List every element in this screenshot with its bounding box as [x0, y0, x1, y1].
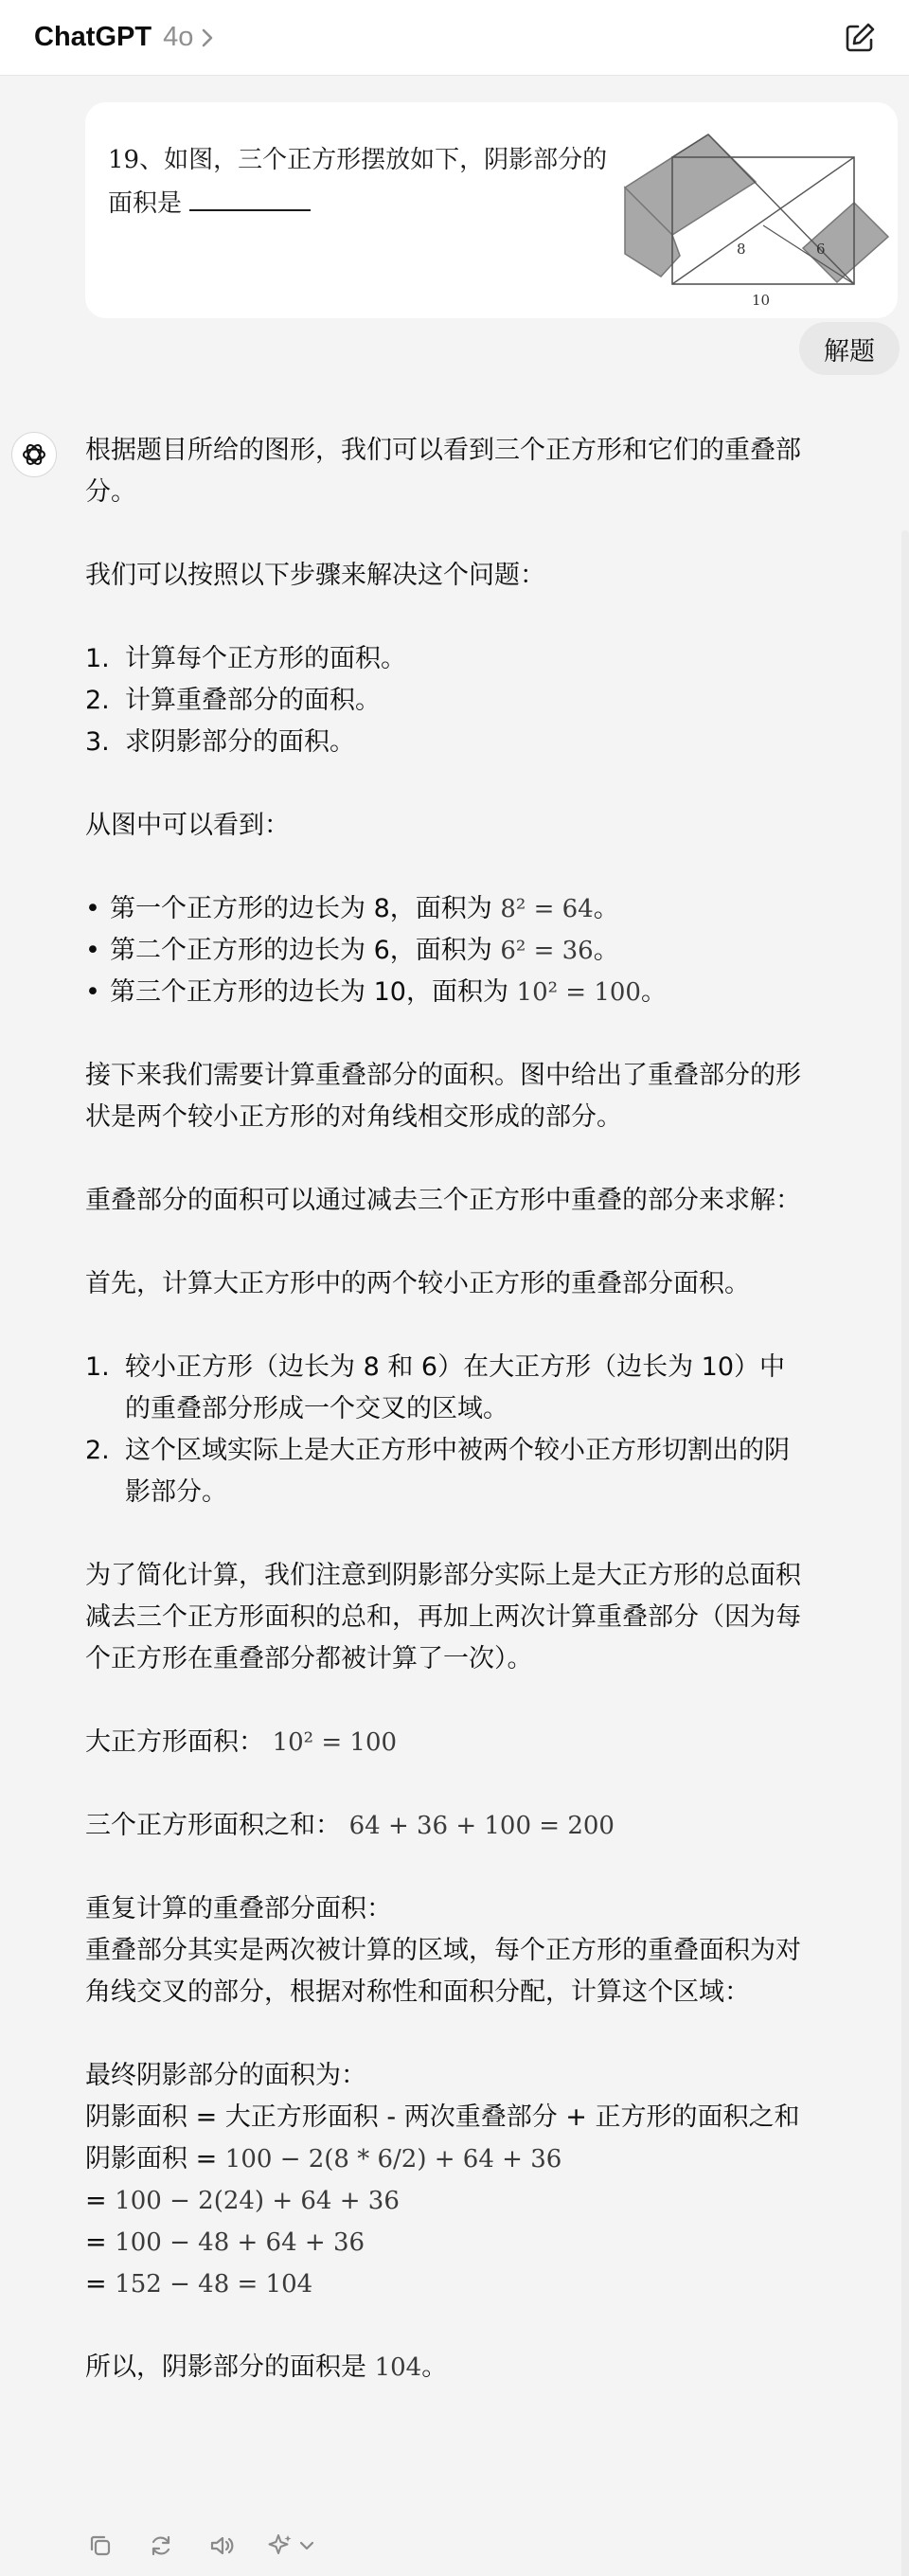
label-8: 8: [737, 241, 746, 258]
squares-diagram: [615, 121, 890, 311]
label-10: 10: [752, 292, 771, 309]
list-item: 1. 计算每个正方形的面积。: [85, 644, 406, 673]
list-item: • 第一个正方形的边长为 8，面积为 8² = 64。: [85, 894, 619, 923]
app-title[interactable]: ChatGPT: [34, 22, 152, 52]
sum-of-areas: 三个正方形面积之和： 64 + 36 + 100 = 200: [85, 1811, 615, 1840]
message-actions: [83, 2529, 326, 2563]
final-formula: 阴影面积 = 大正方形面积 - 两次重叠部分 + 正方形的面积之和: [85, 2102, 800, 2132]
list-item: 3. 求阴影部分的面积。: [85, 727, 355, 757]
list-item: • 第三个正方形的边长为 10，面积为 10² = 100。: [85, 977, 667, 1007]
final-title: 最终阴影部分的面积为：: [85, 2061, 366, 2090]
answer-plan: 我们可以按照以下步骤来解决这个问题：: [85, 561, 545, 590]
list-item: 2. 计算重叠部分的面积。: [85, 686, 381, 715]
repeat-title: 重复计算的重叠部分面积：: [85, 1894, 392, 1923]
bullet-list: [85, 888, 805, 1013]
answer-overlap: 重叠部分的面积可以通过减去三个正方形中重叠的部分来求解：: [85, 1186, 801, 1215]
list-item: 1. 较小正方形（边长为 8 和 6）在大正方形（边长为 10）中的重叠部分形成一个交叉的区域。: [85, 1352, 786, 1423]
new-chat-icon[interactable]: [839, 17, 881, 59]
regenerate-icon[interactable]: [144, 2529, 178, 2563]
calc-line-3: = 100 − 48 + 64 + 36: [85, 2227, 365, 2257]
calc-line-2: = 100 − 2(24) + 64 + 36: [85, 2186, 400, 2215]
answer-simplify: 为了简化计算，我们注意到阴影部分实际上是大正方形的总面积减去三个正方形面积的总和，再加上两次计算重叠部分（因为每个正方形在重叠部分都被计算了一次）。: [85, 1561, 801, 1673]
points-list: [85, 1347, 805, 1513]
copy-icon[interactable]: [83, 2529, 117, 2563]
repeat-body: 重叠部分其实是两次被计算的区域，每个正方形的重叠面积为对角线交叉的部分，根据对称性和面积分配，计算这个区域：: [85, 1936, 801, 2007]
answer-intro: 根据题目所给的图形，我们可以看到三个正方形和它们的重叠部分。: [85, 436, 801, 507]
answer-next: 接下来我们需要计算重叠部分的面积。图中给出了重叠部分的形状是两个较小正方形的对角线相交形成的部分。: [85, 1061, 801, 1132]
answer-seen: 从图中可以看到：: [85, 811, 290, 840]
question-image[interactable]: [85, 102, 898, 318]
calc-line-1: 阴影面积 = 100 − 2(8 * 6/2) + 64 + 36: [85, 2144, 562, 2174]
steps-list: [85, 638, 805, 763]
answer-blank: [189, 187, 311, 211]
model-name[interactable]: 4o: [163, 22, 194, 52]
chatgpt-logo-icon: [11, 432, 57, 477]
sparkle-model-icon[interactable]: [265, 2529, 326, 2563]
read-aloud-icon[interactable]: [205, 2529, 239, 2563]
scrollbar[interactable]: [901, 530, 909, 2576]
label-6: 6: [816, 241, 826, 258]
question-text: 19、如图，三个正方形摆放如下，阴影部分的 面积是: [108, 146, 608, 218]
list-item: 2. 这个区域实际上是大正方形中被两个较小正方形切割出的阴影部分。: [85, 1436, 790, 1507]
chat-area: [0, 76, 909, 2576]
answer-first: 首先，计算大正方形中的两个较小正方形的重叠部分面积。: [85, 1269, 750, 1298]
list-item: • 第二个正方形的边长为 6，面积为 6² = 36。: [85, 936, 619, 965]
assistant-answer: [85, 430, 805, 2388]
user-message-bubble: 解题: [799, 322, 900, 375]
chevron-right-icon[interactable]: [201, 27, 214, 48]
calc-line-4: = 152 − 48 = 104: [85, 2269, 313, 2299]
big-square-area: 大正方形面积： 10² = 100: [85, 1727, 398, 1757]
top-bar: [0, 0, 909, 76]
conclusion: 所以，阴影部分的面积是 104。: [85, 2352, 448, 2382]
